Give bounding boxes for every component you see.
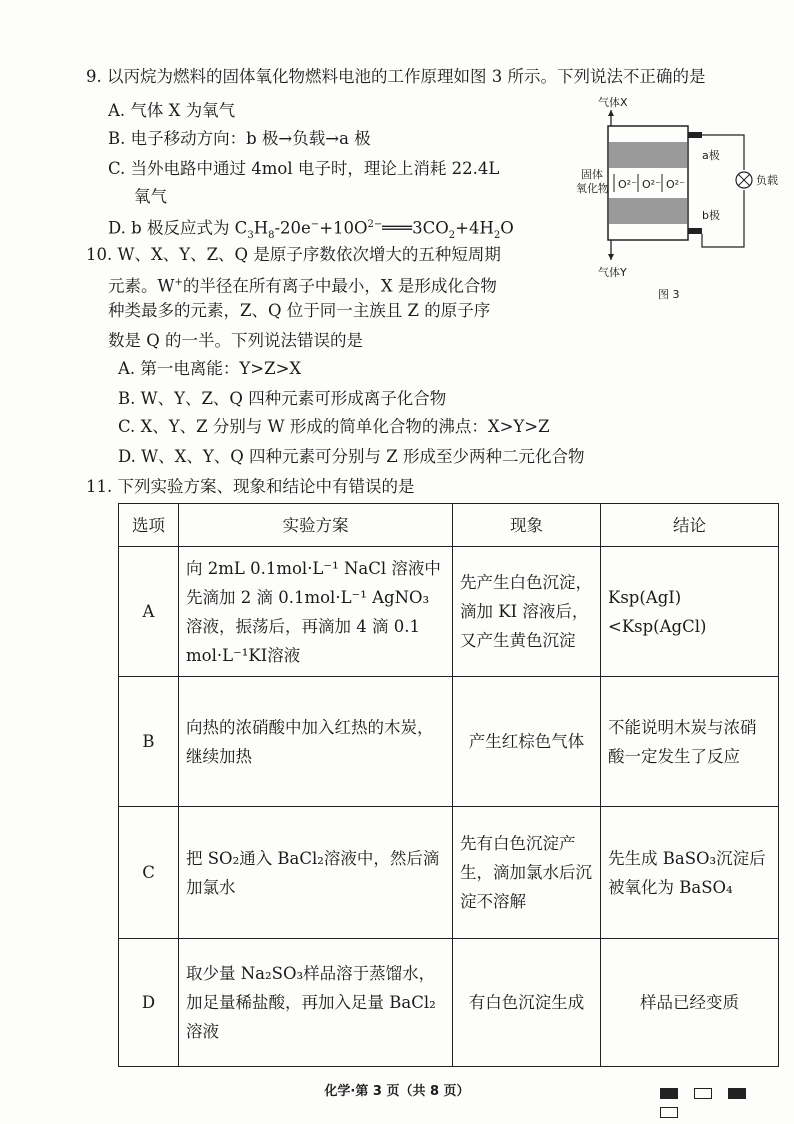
q10-stem-line4: 数是 Q 的一半。下列说法错误的是 xyxy=(108,331,364,350)
header-result: 现象 xyxy=(453,504,601,547)
table-row xyxy=(119,807,779,939)
row-b-conclusion: 不能说明木炭与浓硝酸一定发生了反应 xyxy=(601,677,779,807)
q10-stem-line3: 种类最多的元素，Z、Q 位于同一主族且 Z 的原子序 xyxy=(108,301,491,320)
b-pole-label: b极 xyxy=(702,209,720,222)
header-option: 选项 xyxy=(119,504,179,547)
empty-mark-icon xyxy=(660,1107,678,1118)
row-d-result: 有白色沉淀生成 xyxy=(453,939,601,1067)
table-header-row xyxy=(119,504,779,547)
page-footer: 化学·第 3 页（共 8 页） xyxy=(324,1084,470,1099)
q11-stem: 11. 下列实验方案、现象和结论中有错误的是 xyxy=(86,477,415,496)
gas-y-label: 气体Y xyxy=(598,266,627,279)
table-row xyxy=(119,939,779,1067)
row-b-result: 产生红棕色气体 xyxy=(453,677,601,807)
q9-stem: 9. 以丙烷为燃料的固体氧化物燃料电池的工作原理如图 3 所示。下列说法不正确的是 xyxy=(86,67,706,86)
empty-mark-icon xyxy=(694,1088,712,1099)
ion-label-3: O²⁻ xyxy=(666,178,685,191)
row-a-plan: 向 2mL 0.1mol·L⁻¹ NaCl 溶液中先滴加 2 滴 0.1mol·L⁻¹ AgNO₃ 溶液，振荡后，再滴加 4 滴 0.1 mol·L⁻¹KI溶液 xyxy=(179,547,453,677)
header-plan: 实验方案 xyxy=(179,504,453,547)
load-label: 负载 xyxy=(756,174,778,187)
q9-option-d: D. b 极反应式为 $C_3H_8-20e^-+10O^{2-}═══3CO_2+4H_2O$ xyxy=(108,218,514,241)
row-a-option: A xyxy=(119,547,179,677)
electrolyte-label-2: 氧化物 xyxy=(576,182,609,195)
row-c-conclusion: 先生成 BaSO₃沉淀后被氧化为 BaSO₄ xyxy=(601,807,779,939)
q10-option-d: D. W、X、Y、Q 四种元素可分别与 Z 形成至少两种二元化合物 xyxy=(118,447,585,466)
row-d-plan: 取少量 Na₂SO₃样品溶于蒸馏水，加足量稀盐酸，再加入足量 BaCl₂溶液 xyxy=(179,939,453,1067)
q9-option-c-line2: 氧气 xyxy=(134,187,167,206)
ion-label-2: O²⁻ xyxy=(642,178,661,191)
q10-stem-line2: 元素。W+的半径在所有离子中最小，X 是形成化合物 xyxy=(108,276,497,296)
q10-option-c: C. X、Y、Z 分别与 W 形成的简单化合物的沸点：X>Y>Z xyxy=(118,417,550,436)
q9-option-b: B. 电子移动方向：b 极→负载→a 极 xyxy=(108,129,371,148)
row-b-option: B xyxy=(119,677,179,807)
gas-x-label: 气体X xyxy=(598,96,628,109)
q10-option-b: B. W、Y、Z、Q 四种元素可形成离子化合物 xyxy=(118,389,447,408)
table-row xyxy=(119,547,779,677)
row-a-conclusion: Ksp(AgI)<Ksp(AgCl) xyxy=(601,547,779,677)
table-row xyxy=(119,677,779,807)
row-b-plan: 向热的浓硝酸中加入红热的木炭，继续加热 xyxy=(179,677,453,807)
electrolyte-label-1: 固体 xyxy=(581,168,603,181)
filled-mark-icon xyxy=(660,1088,678,1099)
experiment-table xyxy=(118,503,779,1067)
row-d-conclusion: 样品已经变质 xyxy=(601,939,779,1067)
figure-caption: 图 3 xyxy=(658,288,680,301)
row-d-option: D xyxy=(119,939,179,1067)
ion-label-1: O²⁻ xyxy=(618,178,637,191)
q9-option-a: A. 气体 X 为氧气 xyxy=(108,101,236,120)
row-c-result: 先有白色沉淀产生，滴加氯水后沉淀不溶解 xyxy=(453,807,601,939)
q9-option-c-line1: C. 当外电路中通过 4mol 电子时，理论上消耗 22.4L xyxy=(108,159,500,178)
header-conclusion: 结论 xyxy=(601,504,779,547)
q10-option-a: A. 第一电离能：Y>Z>X xyxy=(118,359,302,378)
q10-stem-line1: 10. W、X、Y、Z、Q 是原子序数依次增大的五种短周期 xyxy=(86,245,501,264)
filled-mark-icon xyxy=(728,1088,746,1099)
row-a-result: 先产生白色沉淀，滴加 KI 溶液后，又产生黄色沉淀 xyxy=(453,547,601,677)
a-pole-label: a极 xyxy=(702,149,720,162)
fuel-cell-diagram xyxy=(576,92,790,302)
scan-marks xyxy=(660,1084,794,1122)
row-c-plan: 把 SO₂通入 BaCl₂溶液中，然后滴加氯水 xyxy=(179,807,453,939)
row-c-option: C xyxy=(119,807,179,939)
